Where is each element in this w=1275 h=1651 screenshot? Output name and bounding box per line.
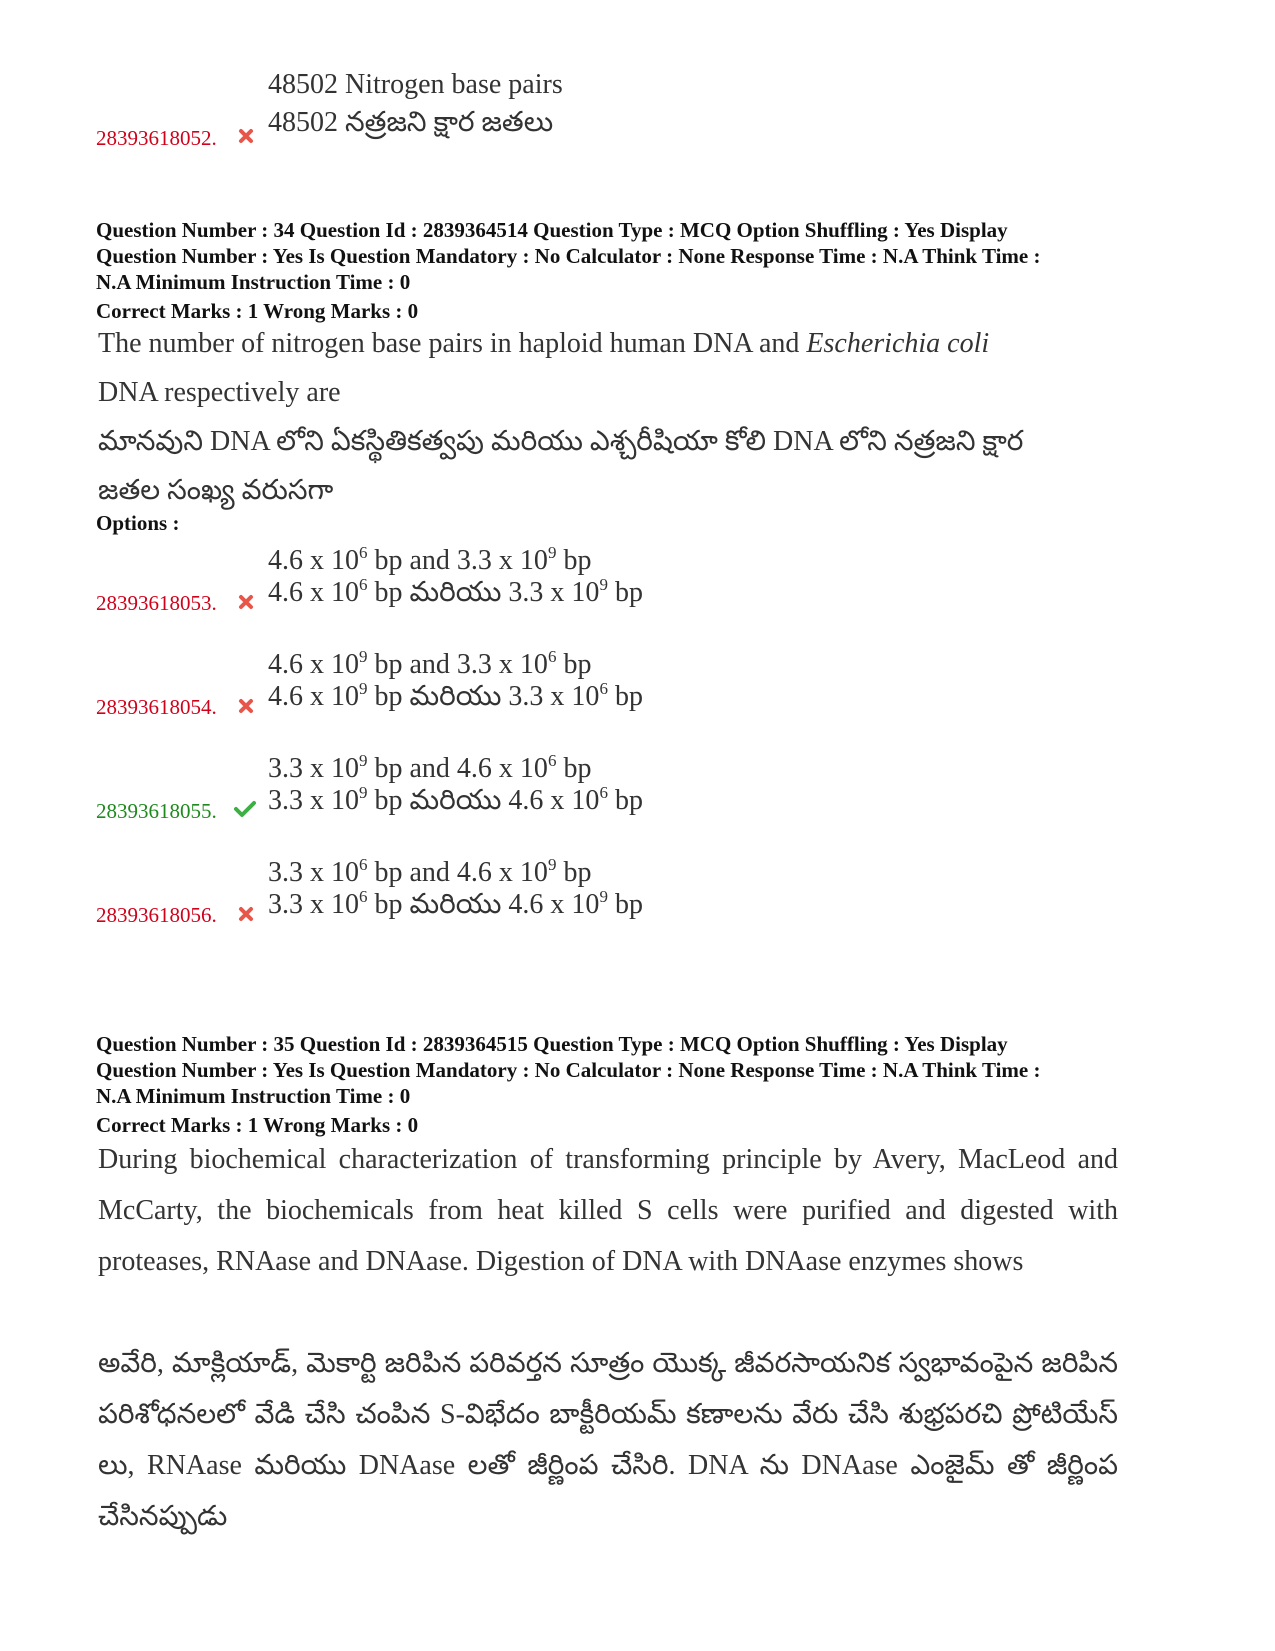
prev-option-text-en: 48502 Nitrogen base pairs [268, 69, 563, 100]
options-label: Options : [96, 511, 180, 535]
question-text-te-line2: జతల సంఖ్య వరుసగా [98, 475, 334, 506]
meta-line: Question Number : 34 Question Id : 2839364514 Question Type : MCQ Option Shuffling : Yes Display [96, 218, 1008, 242]
question-marks: Correct Marks : 1 Wrong Marks : 0 [96, 299, 419, 323]
prev-option-id [96, 126, 217, 151]
question-meta [96, 1031, 1196, 1109]
question-text-en-line1 [98, 328, 1118, 360]
question-meta [96, 217, 1196, 295]
question-text-en: During biochemical characterization of transforming principle by Avery, MacLeod and McCarty, the biochemicals from heat killed S cells were purified and digested with proteases, RNAase and DNAase. Digestion of DNA with DNAase enzymes shows [98, 1144, 1118, 1277]
cross-icon [238, 594, 254, 610]
option-id: 28393618055. [96, 799, 217, 823]
option-text-en: 3.3 x $10^9$ bp and 4.6 x $10^6$ bp [268, 751, 592, 784]
option-text-en: 4.6 x $10^6$ bp and 3.3 x $10^9$ bp [268, 543, 592, 576]
question-marks: Correct Marks : 1 Wrong Marks : 0 [96, 1113, 419, 1137]
option-id: 28393618053. [96, 591, 217, 615]
meta-line: Question Number : 35 Question Id : 2839364515 Question Type : MCQ Option Shuffling : Yes Display [96, 1032, 1008, 1056]
prev-option-text-te: 48502 నత్రజని క్షార జతలు [268, 107, 554, 138]
cross-icon [238, 128, 254, 144]
check-icon [234, 800, 256, 818]
question-text-te-line1: మానవుని DNA లోని ఏకస్థితికత్వపు మరియు ఎశ్చరీషియా కోలి DNA లోని నత్రజని క్షార [98, 426, 1024, 457]
option-text-en: 4.6 x $10^9$ bp and 3.3 x $10^6$ bp [268, 647, 592, 680]
option-id: 28393618054. [96, 695, 217, 719]
meta-line: Question Number : Yes Is Question Mandatory : No Calculator : None Response Time : N.A Think Time : [96, 1058, 1041, 1082]
option-id-label: 28393618052. [96, 126, 217, 150]
meta-line: N.A Minimum Instruction Time : 0 [96, 270, 411, 294]
question-text-te: అవేరి, మాక్లియాడ్, మెకార్టి జరిపిన పరివర్తన సూత్రం యొక్క జీవరసాయనిక స్వభావంపైన జరిపిన పరిశోధనలలో వేడి చేసి చంపిన S-విభేదం బాక్టీరియమ్ కణాలను వేరు చేసి శుభ్రపరచి ప్రోటియేస్ లు, RNAase మరియు DNAase లతో జీర్ణింప చేసిరి. DNA ను DNAase ఎంజైమ్ తో జీర్ణింప చేసినప్పుడు [98, 1348, 1118, 1532]
option-id: 28393618056. [96, 903, 217, 927]
question-text-part: The number of nitrogen base pairs in haploid human DNA and [98, 328, 807, 359]
option-text-en: 3.3 x $10^6$ bp and 4.6 x $10^9$ bp [268, 855, 592, 888]
meta-line: Question Number : Yes Is Question Mandatory : No Calculator : None Response Time : N.A Think Time : [96, 244, 1041, 268]
question-text-en-line2: DNA respectively are [98, 377, 341, 408]
cross-icon [238, 906, 254, 922]
question-text-italic: Escherichia coli [806, 328, 990, 359]
option-text-te: 4.6 x $10^6$ bp మరియు 3.3 x $10^9$ bp [268, 575, 643, 608]
option-text-te: 3.3 x $10^6$ bp మరియు 4.6 x $10^9$ bp [268, 887, 643, 920]
meta-line: N.A Minimum Instruction Time : 0 [96, 1084, 411, 1108]
option-text-te: 4.6 x $10^9$ bp మరియు 3.3 x $10^6$ bp [268, 679, 643, 712]
option-text-te: 3.3 x $10^9$ bp మరియు 4.6 x $10^6$ bp [268, 783, 643, 816]
cross-icon [238, 698, 254, 714]
